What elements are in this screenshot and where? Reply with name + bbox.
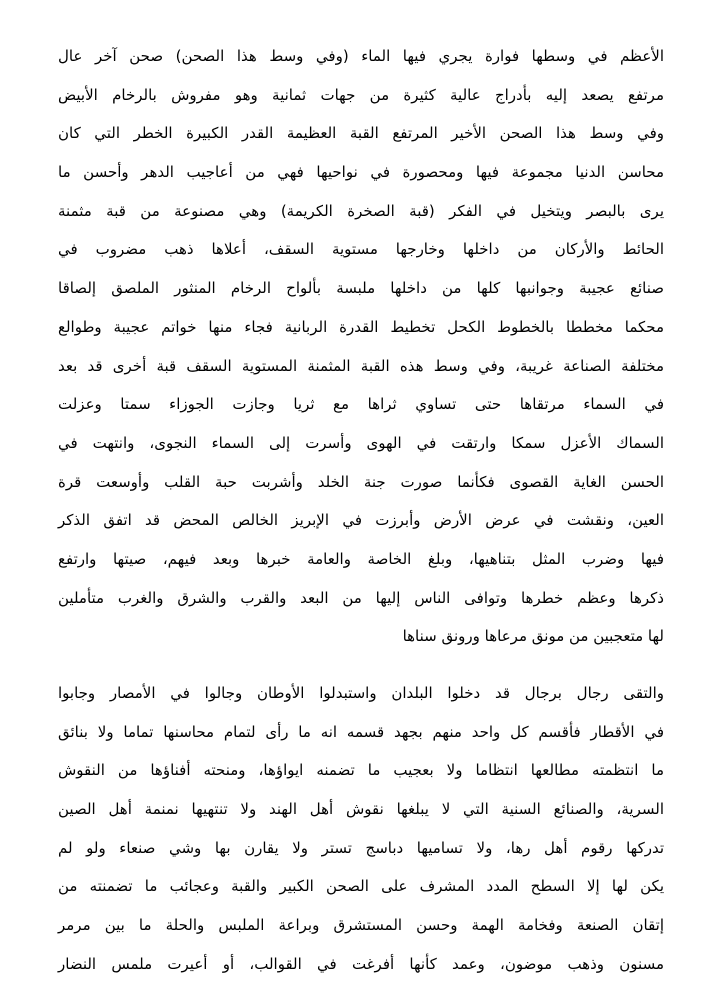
text-line: مرتفع يصعد إليه بأدراج عالية كثيرة من جهات ثمانية وهو مفروش بالرخام الأبيض [58,85,664,104]
text-line: في السماء مرتقاها حتى تساوي ثراها مع ثريا وجازت الجوزاء سمتا وعزلت [58,395,664,414]
text-line: يكن لها إلا السطح المدد المشرف على الصحن الكبير والقبة وعجائب ما تضمنته من [58,877,664,896]
text-line: مختلفة الصناعة غريبة، وفي وسط هذه القبة المثمنة المستوية السقف قبة أخرى قد بعد [58,356,664,375]
text-line: الحسن الغاية القصوى فكأنما صورت جنة الخلد وأشربت حبة القلب وأوسعت قرة [58,472,664,491]
text-line: السرية، والصنائع السنية التي لا يبلغها نقوش أهل الهند ولا تنتهيها نمنمة أهل الصين [58,800,664,819]
text-line: صنائع عجيبة وجوانبها كلها من داخلها ملبسة بألواح الرخام المنثور الملصق إلصاقا [58,279,664,298]
text-line: في الأقطار فأقسم كل واحد منهم بجهد قسمه انه ما رأى لتمام محاسنها تماما ولا بنائق [58,722,664,741]
text-line: ما انتظمته مطالعها انتظاما ولا بعجيب ما تضمنه ايواؤها، ومنحته أفناؤها من النقوش [58,761,664,780]
text-line: والتقى رجال برجال قد دخلوا البلدان واستبدلوا الأوطان وجالوا في الأمصار وجابوا [58,684,664,702]
paragraph-1 [58,37,664,656]
text-line: ذكرها وعظم خطرها وتوافى الناس إليها من البعد والقرب والشرق والغرب متأملين [58,588,664,607]
text-line: لها متعجبين من مونق مرعاها ورونق سناها [402,627,664,646]
text-line: فيها وضرب المثل بتناهيها، وبلغ الخاصة والعامة خبرها وبعد فيهم، صيتها وارتفع [58,549,664,568]
text-line: يرى بالبصر ويتخيل في الفكر (قبة الصخرة الكريمة) وهي مصنوعة من قبة مثمنة [58,201,664,220]
paragraph-2 [58,674,664,984]
text-line: محكما مخططا بالخطوط الكحل تخطيط القدرة الربانية فجاء منها خواتم عجيبة وطوالع [58,317,664,336]
text-line: العين، ونقشت في عرض الأرض وأبرزت في الإبريز الخالص المحض قد اتفق الذكر [58,511,664,530]
text-line: الأعظم في وسطها فوارة يجري فيها الماء (وفي وسط هذا الصحن) صحن آخر عال [58,47,664,65]
text-line: مسنون وذهب موضون، وعمد كأنها أفرغت في القوالب، أو أعيرت ملمس النضار [58,954,664,973]
text-line: محاسن الدنيا مجموعة فيها ومحصورة في نواحيها فهي من أعاجيب الدهر وأحسن ما [58,163,664,182]
text-line: تدركها رقوم أهل رها، ولا تساميها دباسج تستر ولا يقارن بها وشي صنعاء ولو لم [58,838,664,857]
text-line: إتقان الصنعة وفخامة الهمة وحسن المستشرق وبراعة الملبس والحلة ما بين مرمر [58,916,664,935]
text-line: الحائط والأركان من داخلها وخارجها مستوية السقف، أعلاها ذهب مضروب في [58,240,664,259]
text-line: وفي وسط هذا الصحن الأخير المرتفع القبة العظيمة القدر الكبيرة الخطر التي كان [58,124,664,143]
text-line: السماك الأعزل سمكا وارتقت في الهوى وأسرت إلى السماء النجوى، وانتهت في [58,433,664,452]
